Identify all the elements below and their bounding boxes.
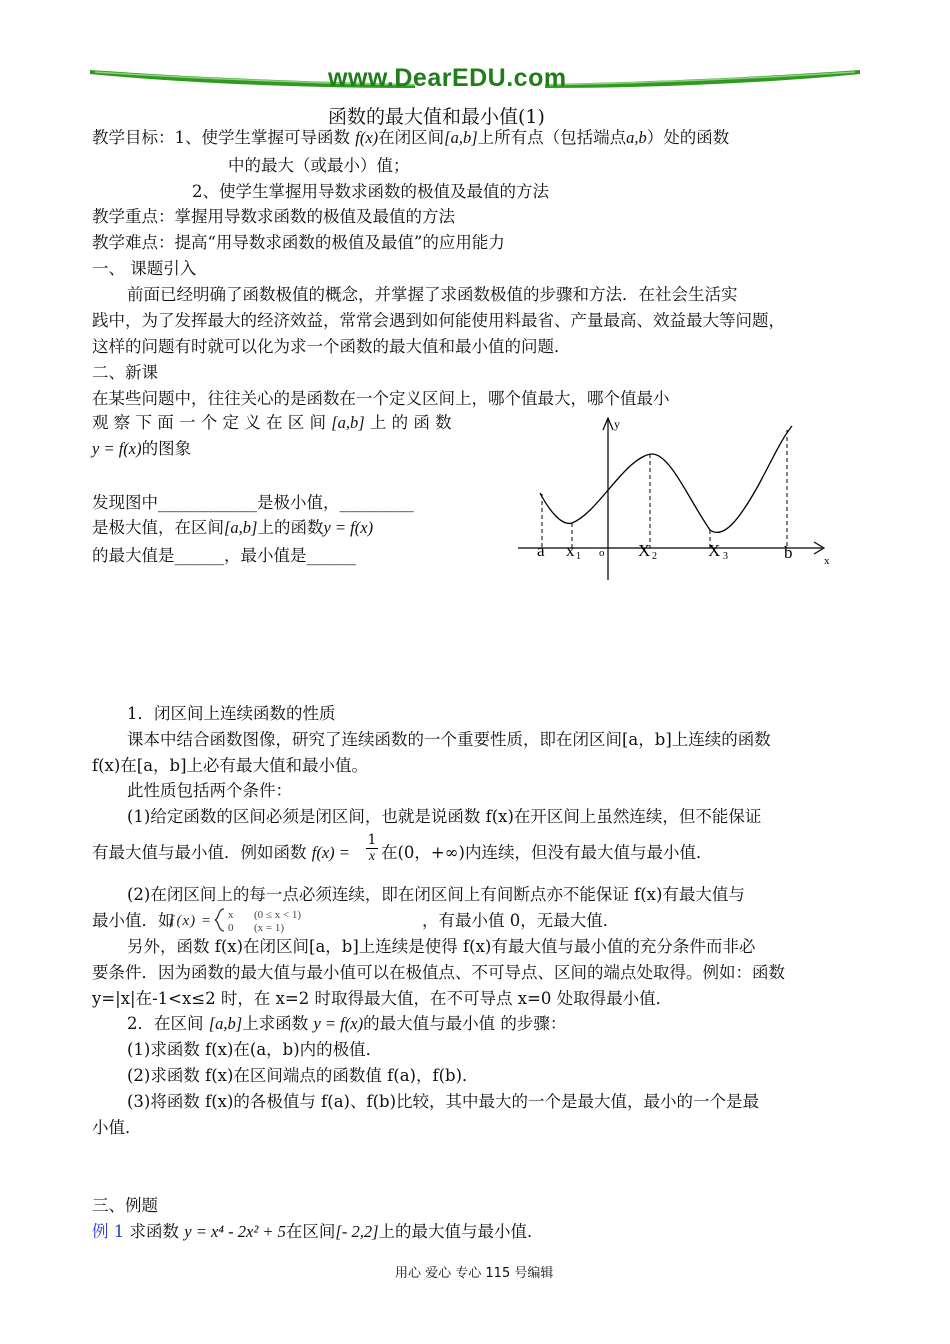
point-label-x1: x (566, 541, 575, 560)
paragraph-line: 前面已经明确了函数极值的概念，并掌握了求函数极值的步骤和方法．在社会生活实 (127, 285, 738, 304)
observe-text: 上 的 函 数 (369, 413, 452, 432)
paragraph-line: 要条件．因为函数的最大值与最小值可以在极值点、不可导点、区间的端点处取得。例如：函数 (92, 963, 785, 982)
subsection-heading: 1．闭区间上连续函数的性质 (127, 704, 336, 723)
paragraph-line: 此性质包括两个条件： (127, 781, 292, 800)
fill-blank-line: 的最大值是______，最小值是______ (92, 546, 356, 565)
math-interval: [- 2,2] (335, 1222, 379, 1241)
fill-text: 上的函数 (257, 518, 324, 537)
function-curve (540, 426, 792, 532)
goal-text: ）处的函数 (646, 128, 730, 147)
difficulty-point: 教学难点：提高“用导数求函数的极值及最值”的应用能力 (92, 233, 505, 252)
paragraph-line: 这样的问题有时就可以化为求一个函数的最大值和最小值的问题． (92, 337, 571, 356)
svg-text:(0 ≤ x < 1): (0 ≤ x < 1) (254, 909, 302, 921)
step-item: (3)将函数 f(x)的各极值与 f(a)、f(b)比较，其中最大的一个是最大值，最小的一个是最 (127, 1092, 760, 1111)
observe-text: 观 察 下 面 一 个 定 义 在 区 间 (92, 413, 326, 432)
paragraph-line: (1)给定函数的区间必须是闭区间，也就是说函数 f(x)在开区间上虽然连续，但不能保证 (127, 807, 762, 826)
fill-blank-line: 发现图中____________是极小值，_________ (92, 493, 414, 512)
step-item: 小值． (92, 1118, 142, 1137)
fill-blank-line (92, 517, 373, 539)
page-title: 函数的最大值和最小值(1) (328, 106, 545, 128)
math-interval: [a,b] (208, 1014, 243, 1033)
site-name: www.DearEDU.com (328, 64, 567, 92)
math-function: y = f(x) (323, 518, 374, 537)
example-text: 求函数 (129, 1222, 179, 1241)
example-text: 上的最大值与最小值． (378, 1222, 544, 1241)
fill-text: 是极大值，在区间 (92, 518, 224, 537)
math-fx: f(x) = (311, 843, 350, 862)
point-label-x3-sub: 3 (723, 551, 728, 562)
example-line (92, 1221, 544, 1243)
piecewise-formula-image (166, 906, 422, 934)
example-text: 在区间 (285, 1222, 336, 1241)
fraction-denominator: x (366, 848, 378, 865)
fraction-numerator: 1 (367, 832, 377, 848)
key-point: 教学重点：掌握用导数求函数的极值及最值的方法 (92, 207, 455, 226)
paragraph-line: 在某些问题中，往往关心的是函数在一个定义区间上，哪个值最大，哪个值最小 (92, 389, 670, 408)
section-heading: 三、例题 (92, 1196, 158, 1215)
paragraph-line: 另外，函数 f(x)在闭区间[a，b]上连续是使得 f(x)有最大值与最小值的充分条件而非必 (127, 937, 756, 956)
paragraph-line: f(x)在[a，b]上必有最大值和最小值。 (92, 756, 369, 775)
math-endpoints: a,b (626, 128, 647, 147)
paragraph-text: 最小值．如 (92, 911, 175, 930)
point-label-b: b (784, 543, 793, 562)
heading-text: 上求函数 (242, 1014, 309, 1033)
section-heading: 一、 课题引入 (92, 259, 197, 278)
math-function: y = f(x) (92, 439, 142, 458)
math-function: y = x⁴ - 2x² + 5 (184, 1222, 286, 1241)
x-axis-label: x (824, 555, 830, 567)
step-item: (1)求函数 f(x)在(a，b)内的极值． (127, 1040, 383, 1059)
heading-text: 的最大值与最小值 的步骤： (363, 1014, 567, 1033)
math-interval: [a,b] (224, 518, 258, 537)
point-label-x3: X (708, 541, 721, 560)
svg-text:0: 0 (228, 922, 234, 934)
goal-text: 在闭区间 (378, 128, 445, 147)
observe-text: 的图象 (141, 439, 192, 458)
observe-line-2 (92, 438, 191, 460)
function-graph (510, 408, 850, 583)
heading-text: 2．在区间 (127, 1014, 204, 1033)
svg-text:(x = 1): (x = 1) (254, 922, 285, 934)
svg-text:x: x (228, 909, 234, 921)
math-function: y = f(x) (313, 1014, 364, 1033)
goal-line-1-cont: 中的最大（或最小）值； (228, 156, 410, 175)
y-axis-label: y (614, 417, 620, 431)
point-label-x2-sub: 2 (652, 551, 657, 562)
page-footer: 用心 爱心 专心 115 号编辑 (395, 1266, 554, 1281)
math-fx: f(x) (355, 128, 379, 147)
paragraph-line: (2)在闭区间上的每一点必须连续，即在闭区间上有间断点亦不能保证 f(x)有最大值与 (127, 885, 745, 904)
paragraph-line (92, 842, 350, 864)
origin-label: o (599, 547, 605, 559)
goal-line-1 (92, 127, 729, 149)
paragraph-line: 课本中结合函数图像，研究了连续函数的一个重要性质，即在闭区间[a，b]上连续的函数 (127, 730, 771, 749)
point-label-a: a (537, 541, 545, 560)
paragraph-line: 践中，为了发挥最大的经济效益，常常会遇到如何能使用料最省、产量最高、效益最大等问题， (92, 311, 785, 330)
fraction (366, 832, 378, 865)
step-item: (2)求函数 f(x)在区间端点的函数值 f(a)，f(b)． (127, 1066, 479, 1085)
subsection-heading (127, 1013, 566, 1035)
point-label-x2: X (638, 541, 651, 560)
point-label-x1-sub: 1 (576, 551, 581, 562)
paragraph-text: 在(0，+∞)内连续，但没有最大值与最小值． (381, 843, 713, 862)
goal-line-2: 2、使学生掌握用导数求函数的极值及最值的方法 (192, 182, 549, 201)
paragraph-text: 有最大值与最小值．例如函数 (92, 843, 307, 862)
example-label: 例 1 (92, 1222, 125, 1241)
section-heading: 二、新课 (92, 363, 158, 382)
paragraph-text: ，有最小值 0，无最大值． (422, 911, 620, 930)
goal-text: 教学目标：1、使学生掌握可导函数 (92, 128, 350, 147)
math-interval: [a,b] (444, 128, 478, 147)
paragraph-line: y=|x|在-1<x≤2 时，在 x=2 时取得最大值，在不可导点 x=0 处取得最小值． (92, 989, 673, 1008)
observe-line (92, 412, 452, 434)
goal-text: 上所有点（包括端点 (477, 128, 627, 147)
math-interval: [a,b] (331, 413, 365, 432)
svg-text:ƒ(x) =: ƒ(x) = (168, 913, 213, 929)
